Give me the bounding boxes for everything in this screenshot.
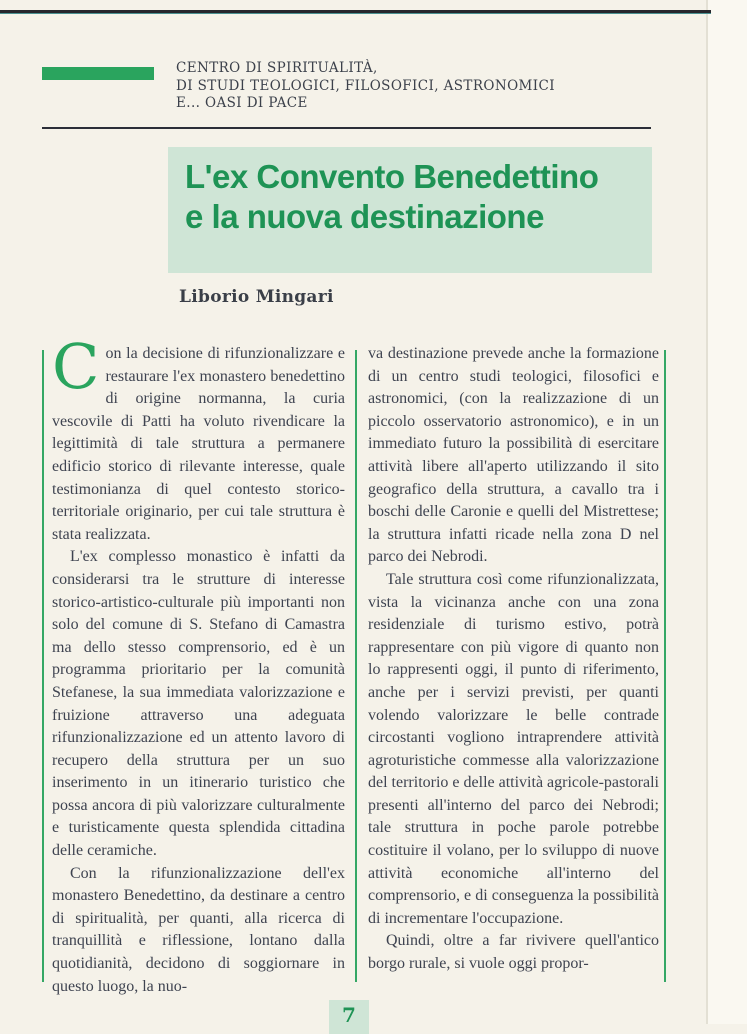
author-byline: Liborio Mingari (179, 287, 334, 307)
paragraph: va destinazione prevede anche la formazione di un centro studi teologici, filosofici e astronomici, (con la realizzazione di un piccolo osservatorio astronomico), e in un immediato futuro la possibilità di esercitare attività libere all'aperto utilizzando il sito geografico della struttura, a cavallo tra i boschi delle Caronie e quelli del Mistrettese; la struttura infatti ricade nella zona D nel parco dei Nebrodi. (368, 345, 659, 566)
article-body (0, 330, 747, 995)
header-divider-line (42, 127, 651, 129)
left-column (52, 330, 345, 998)
title-line-2: e la nuova destinazione (185, 198, 544, 235)
page-title (168, 147, 652, 237)
column-rule-right (664, 350, 666, 982)
kicker-line-3: E... OASI DI PACE (176, 95, 308, 111)
title-line-1: L'ex Convento Benedettino (185, 158, 599, 195)
paragraph: Con la rifunzionalizzazione dell'ex monastero Benedettino, da destinare a centro di spiritualità, per quanti, alla ricerca di tranquillità e riflessione, lontano dalla quotidianità, decidono di soggiornare in questo luogo, la nuo- (52, 864, 345, 995)
paragraph: L'ex complesso monastico è infatti da considerarsi tra le strutture di interesse storico-artistico-culturale più importanti non solo del comune di S. Stefano di Camastra ma dello stesso comprensorio, ed è un programma prioritario per la comunità Stefanese, la sua immediata valorizzazione e fruizione attraverso una adeguata rifunzionalizzazione ed un attento lavoro di recupero della struttura per un suo inserimento in un itinerario turistico che possa ancora di più valorizzare culturalmente e turisticamente questa splendida cittadina delle ceramiche. (52, 548, 345, 860)
top-border-line (0, 10, 711, 14)
kicker (176, 60, 656, 113)
green-accent-bar (42, 67, 154, 80)
paragraph (52, 330, 345, 546)
page-number (329, 1000, 369, 1034)
paragraph: Tale struttura così come rifunzionalizzata, vista la vicinanza anche con una zona residenziale di turismo estivo, potrà rappresentare con più vigore di quanto non lo rappresenti oggi, il punto di riferimento, anche per i servizi previsti, per quanti volendo valorizzare le belle contrade circostanti vogliono intraprendere attività agroturistiche commesse alla valorizzazione del territorio e delle attività agricole-pastorali presenti all'interno del parco dei Nebrodi; tale struttura in poche parole potrebbe costituire il volano, per lo sviluppo di nuove attività economiche all'interno del comprensorio, e di conseguenza la possibilità di incrementare l'occupazione. (368, 570, 659, 927)
kicker-line-1: CENTRO DI SPIRITUALITÀ, (176, 60, 378, 76)
page-number-value: 7 (342, 1003, 356, 1027)
column-rule-left (42, 350, 44, 982)
kicker-line-2: DI STUDI TEOLOGICI, FILOSOFICI, ASTRONOMICI (176, 77, 555, 94)
column-rule-middle (355, 350, 357, 982)
paragraph: Quindi, oltre a far rivivere quell'antico borgo rurale, si vuole oggi propor- (368, 932, 659, 973)
drop-cap: C (52, 330, 100, 403)
paragraph-text: on la decisione di rifunzionalizzare e restaurare l'ex monastero benedettino di origine normanna, la curia vescovile di Patti ha voluto rivendicare la legittimità di tale struttura a permanere edificio storico di rilevante interesse, quale testimonianza di quel contesto storico-territoriale originario, per cui tale struttura è stata realizzata. (52, 345, 345, 543)
article-title-box (168, 147, 652, 273)
right-column (368, 343, 659, 976)
